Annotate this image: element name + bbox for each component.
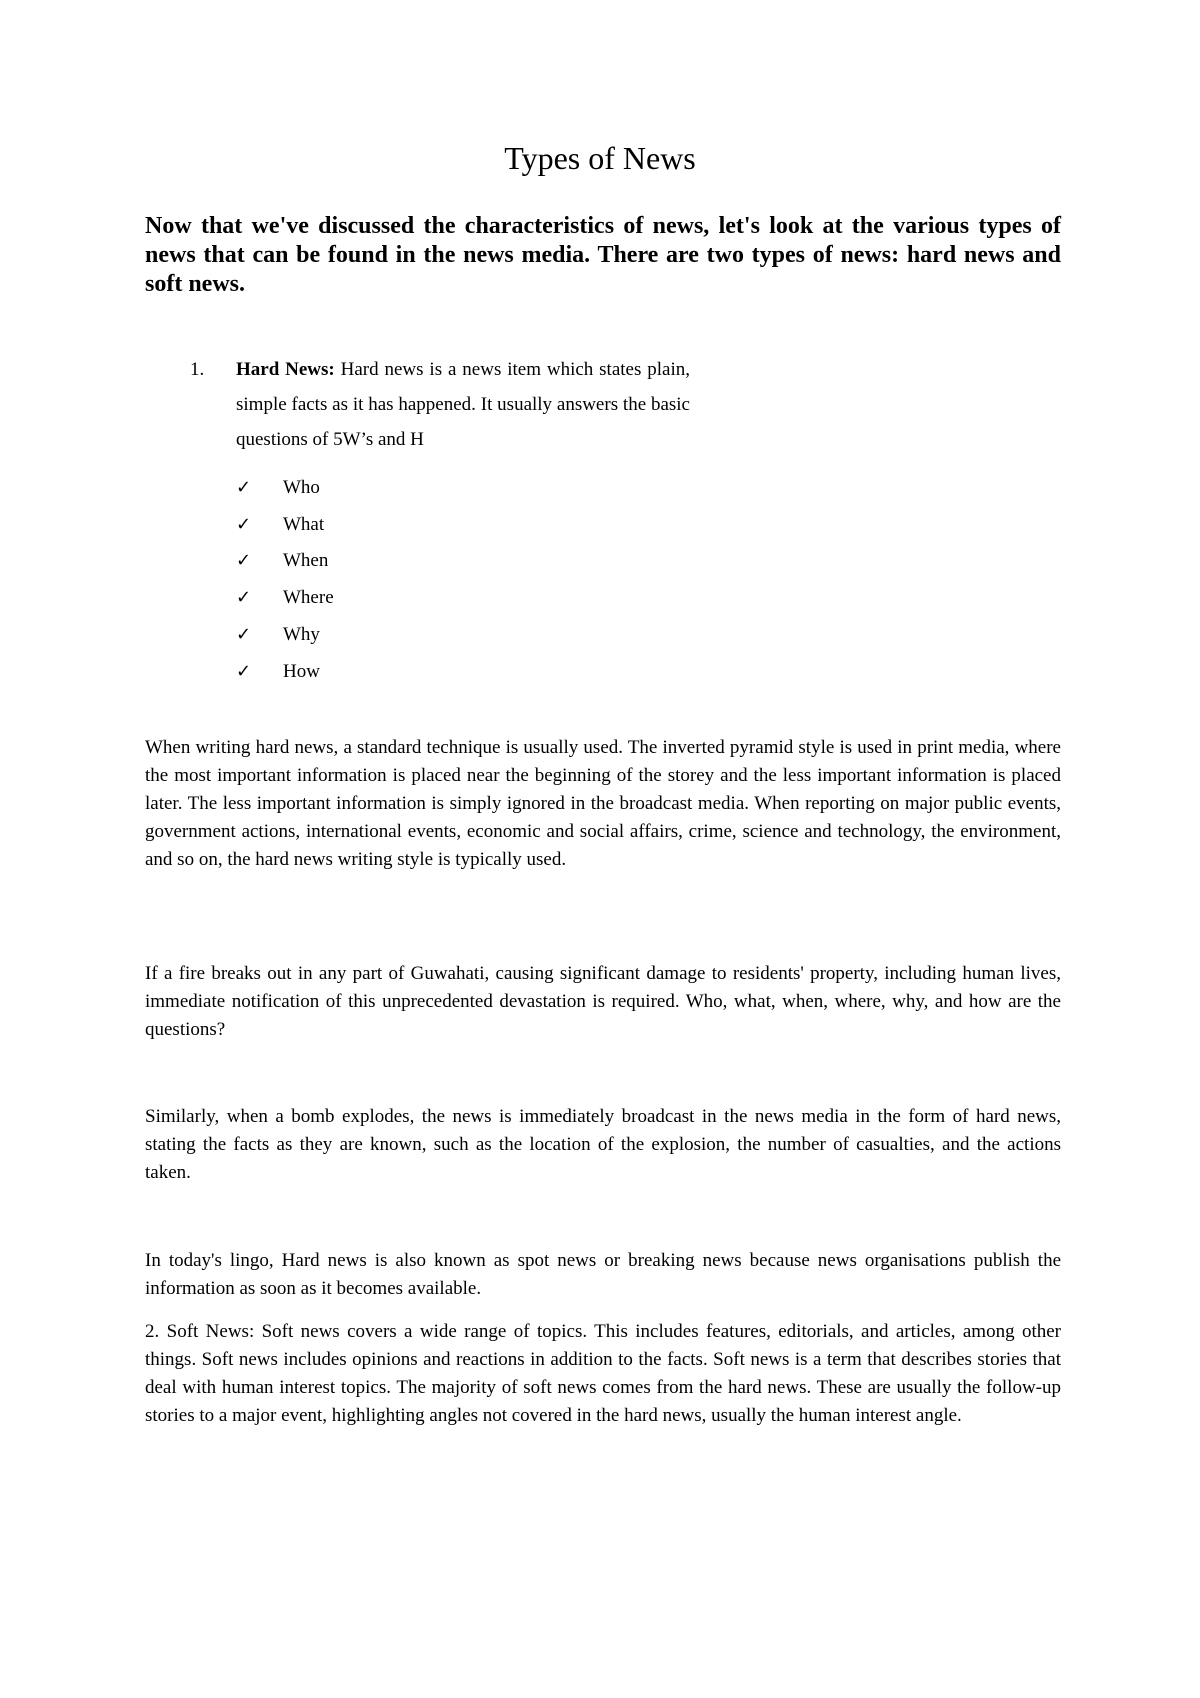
hard-news-label: Hard News: <box>236 359 335 380</box>
hard-news-text: Hard news is a news item which states plain, simple facts as it has happened. It usually answers the basic questions of 5W’s and H <box>236 359 690 450</box>
check-icon: ✓ <box>236 661 252 682</box>
check-icon: ✓ <box>236 624 252 645</box>
intro-paragraph: Now that we've discussed the characteristics of news, let's look at the various types of news that can be found in the news media. There are two types of news: hard news and soft news. <box>145 213 1061 297</box>
page-title: Types of News <box>504 140 696 176</box>
five-w-checklist <box>236 473 334 694</box>
list-item <box>236 583 334 620</box>
hard-news-description <box>236 352 690 457</box>
list-number: 1. <box>190 359 205 380</box>
soft-news-paragraph: 2. Soft News: Soft news covers a wide range of topics. This includes features, editorials, and articles, among other things. Soft news includes opinions and reactions in addition to the facts. Soft news is a term that describes stories that deal with human interest topics. The majority of soft news comes from the hard news. These are usually the follow-up stories to a major event, highlighting angles not covered in the hard news, usually the human interest angle. <box>145 1321 1061 1426</box>
list-item <box>236 510 334 546</box>
list-item <box>236 657 334 694</box>
checklist-label: When <box>283 550 329 571</box>
list-item <box>236 546 334 583</box>
inverted-pyramid-paragraph: When writing hard news, a standard technique is usually used. The inverted pyramid style is used in print media, where the most important information is placed near the beginning of the storey and the less important information is placed later. The less important information is simply ignored in the broadcast media. When reporting on major public events, government actions, international events, economic and social affairs, crime, science and technology, the environment, and so on, the hard news writing style is typically used. <box>145 737 1061 870</box>
hard-news-list-item <box>190 352 690 457</box>
checklist-label: How <box>283 661 320 682</box>
checklist-label: Where <box>283 587 334 608</box>
check-icon: ✓ <box>236 477 252 498</box>
check-icon: ✓ <box>236 514 252 535</box>
bomb-explosion-paragraph: Similarly, when a bomb explodes, the news is immediately broadcast in the news media in the form of hard news, stating the facts as they are known, such as the location of the explosion, the number of casualties, and the actions taken. <box>145 1106 1061 1183</box>
checklist-label: Who <box>283 477 320 498</box>
guwahati-fire-paragraph: If a fire breaks out in any part of Guwahati, causing significant damage to residents' property, including human lives, immediate notification of this unprecedented devastation is required. Who, what, when, where, why, and how are the questions? <box>145 963 1061 1040</box>
checklist-label: Why <box>283 624 320 645</box>
check-icon: ✓ <box>236 550 252 571</box>
checklist-label: What <box>283 514 325 535</box>
list-item <box>236 620 334 657</box>
spot-news-paragraph: In today's lingo, Hard news is also known as spot news or breaking news because news organisations publish the information as soon as it becomes available. <box>145 1250 1061 1299</box>
list-item <box>236 473 334 510</box>
check-icon: ✓ <box>236 587 252 608</box>
